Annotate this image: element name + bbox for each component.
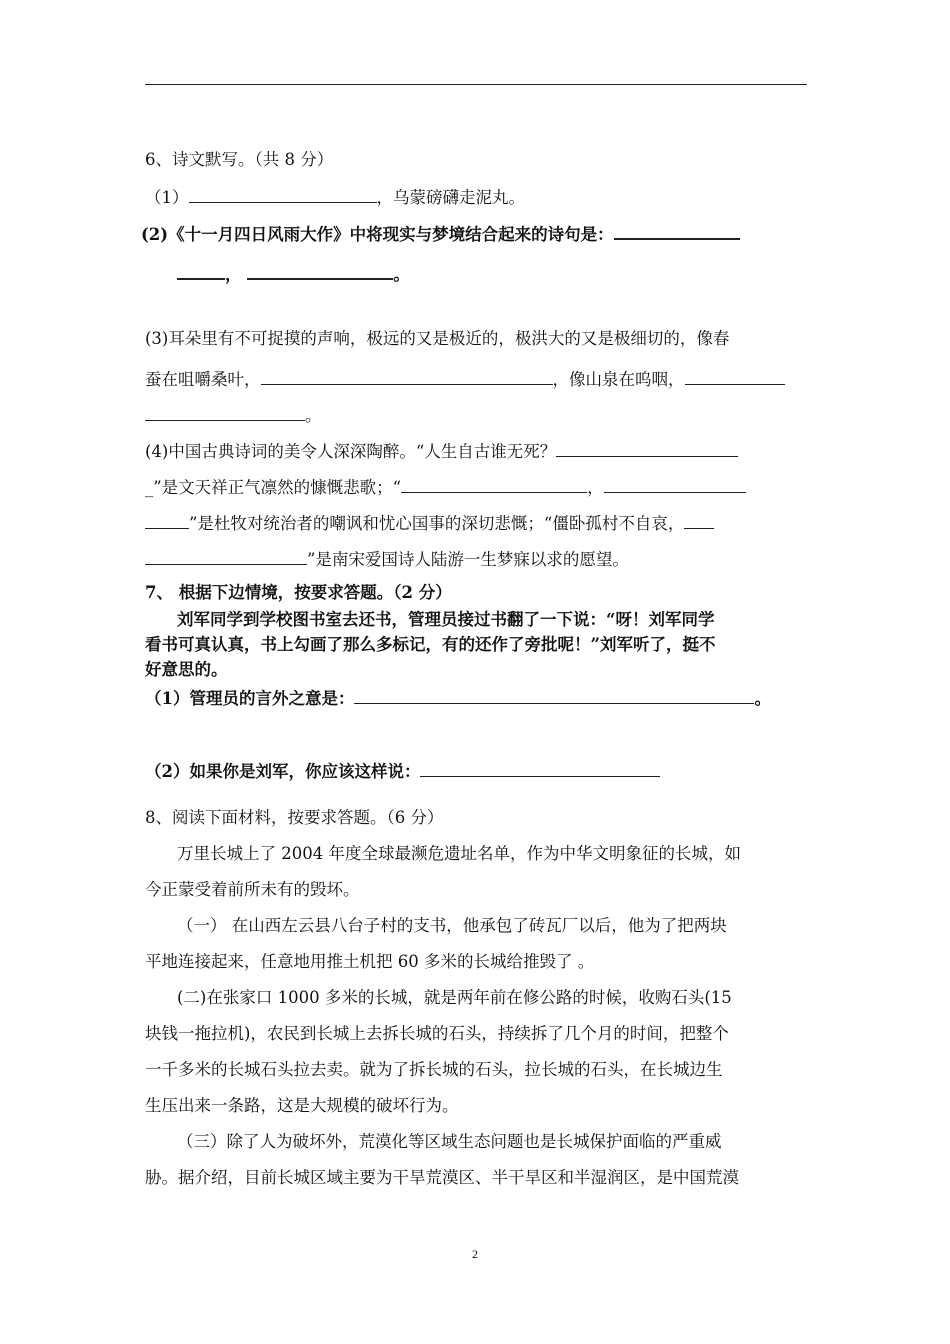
q6-part2-text: (2)《十一月四日风雨大作》中将现实与梦境结合起来的诗句是： — [141, 225, 614, 244]
q6-part4-line1 — [145, 439, 807, 463]
q6-part4-text-a: (4)中国古典诗词的美令人深深陶醉。“人生自古谁无死？ — [145, 442, 557, 461]
answer-blank[interactable] — [420, 759, 660, 777]
answer-blank[interactable] — [145, 403, 305, 421]
q6-part2-line2 — [177, 261, 807, 286]
q7-sub1-text: （1）管理员的言外之意是： — [145, 689, 355, 708]
answer-blank[interactable] — [354, 686, 754, 704]
q6-part3-line1: (3)耳朵里有不可捉摸的声响，极远的又是极近的，极洪大的又是极细切的，像春 — [145, 329, 730, 348]
q7-sub1 — [145, 686, 807, 710]
q6-part3-line3 — [145, 403, 807, 427]
answer-blank[interactable] — [604, 475, 746, 493]
q7-sub2-text: （2）如果你是刘军，你应该这样说： — [145, 762, 421, 781]
q6-part1-number: （1） — [145, 188, 189, 207]
q7-sub2 — [145, 759, 807, 783]
q8-para2-line4: 生压出来一条路，这是大规模的破坏行为。 — [145, 1096, 459, 1115]
q6-part1 — [145, 185, 807, 209]
answer-blank[interactable] — [189, 185, 377, 203]
q6-title: 6、诗文默写。（共 8 分） — [145, 150, 334, 169]
q6-part1-text: ，乌蒙磅礴走泥丸。 — [376, 188, 525, 207]
q6-part2-separator: ， — [225, 265, 242, 284]
answer-blank[interactable] — [685, 367, 785, 385]
q7-sub1-end: 。 — [754, 689, 771, 708]
q6-part3-line2 — [145, 367, 807, 391]
q6-part3-text-a: 蚕在咀嚼桑叶， — [145, 370, 261, 389]
q6-part2 — [141, 221, 803, 246]
answer-blank[interactable] — [145, 511, 189, 529]
q7-title: 7、 根据下边情境，按要求答题。（2 分） — [145, 583, 452, 602]
header-rule — [145, 84, 807, 85]
answer-blank[interactable] — [247, 261, 393, 280]
q8-para2-line2: 块钱一拖拉机)，农民到长城上去拆长城的石头，持续拆了几个月的时间，把整个 — [145, 1024, 729, 1043]
q8-para0-line2: 今正蒙受着前所未有的毁坏。 — [145, 880, 360, 899]
q7-scene-line3: 好意思的。 — [145, 660, 228, 679]
q6-part3-end: 。 — [305, 406, 322, 425]
q6-part4-text-b: _”是文天祥正气凛然的慷慨悲歌；“ — [145, 478, 402, 497]
q6-part4-line4 — [145, 547, 807, 571]
answer-blank[interactable] — [261, 367, 553, 385]
q8-para2-line1: (二)在张家口 1000 多米的长城，就是两年前在修公路的时候，收购石头(15 — [177, 988, 732, 1007]
answer-blank[interactable] — [684, 511, 714, 529]
answer-blank[interactable] — [145, 547, 307, 565]
q8-para3-line2: 胁。据介绍，目前长城区域主要为干旱荒漠区、半干旱区和半湿润区，是中国荒漠 — [145, 1168, 739, 1187]
answer-blank[interactable] — [401, 475, 587, 493]
q8-para1-line2: 平地连接起来，任意地用推土机把 60 多米的长城给推毁了 。 — [145, 952, 595, 971]
answer-blank[interactable] — [177, 261, 225, 280]
q6-part3-text-b: ，像山泉在呜咽， — [552, 370, 685, 389]
q8-para0-line1: 万里长城上了 2004 年度全球最濒危遗址名单，作为中华文明象征的长城，如 — [177, 844, 741, 863]
answer-blank[interactable] — [614, 221, 740, 240]
answer-blank[interactable] — [556, 439, 738, 457]
q8-para2-line3: 一千多米的长城石头拉去卖。就为了拆长城的石头，拉长城的石头，在长城边生 — [145, 1060, 723, 1079]
q8-title: 8、阅读下面材料，按要求答题。（6 分） — [145, 808, 444, 827]
q6-part4-line3 — [145, 511, 807, 535]
q7-scene-line2: 看书可真认真，书上勾画了那么多标记，有的还作了旁批呢！”刘军听了，挺不 — [145, 635, 716, 654]
q6-part4-text-d: ”是杜牧对统治者的嘲讽和忧心国事的深切悲慨；“僵卧孤村不自哀， — [189, 514, 685, 533]
q8-para1-line1: （一） 在山西左云县八台子村的支书，他承包了砖瓦厂以后，他为了把两块 — [177, 916, 727, 935]
q6-part2-end: 。 — [393, 265, 410, 284]
q6-part4-text-c: ， — [587, 478, 604, 497]
q6-part4-text-e: ”是南宋爱国诗人陆游一生梦寐以求的愿望。 — [307, 550, 629, 569]
q7-scene-line1: 刘军同学到学校图书室去还书，管理员接过书翻了一下说：“呀！刘军同学 — [177, 610, 715, 629]
page-number: 2 — [472, 1247, 478, 1261]
q6-part4-line2 — [145, 475, 807, 499]
q8-para3-line1: （三）除了人为破坏外，荒漠化等区域生态问题也是长城保护面临的严重威 — [177, 1132, 722, 1151]
